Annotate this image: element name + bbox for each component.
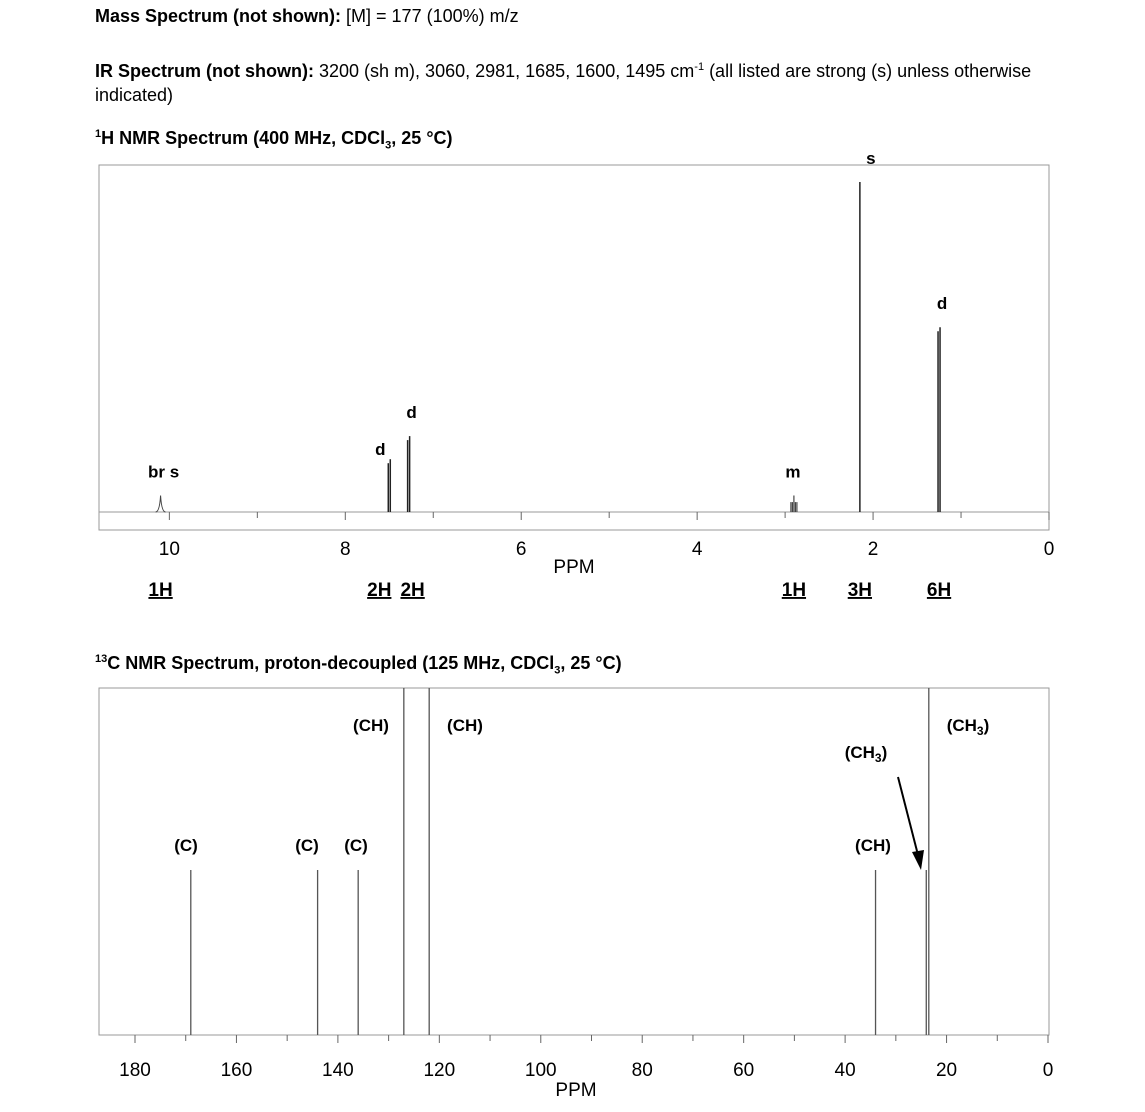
c-label-ch1: (CH) <box>353 716 389 735</box>
c-nmr-title-text: C NMR Spectrum, proton-decoupled (125 MHz, CDCl <box>107 653 555 673</box>
mass-spectrum-value: [M] = 177 (100%) m/z <box>346 6 519 26</box>
c-tick-label: 60 <box>733 1060 755 1081</box>
h-integration-label: 2H <box>367 580 392 601</box>
h-tick-label: 8 <box>340 539 351 560</box>
ir-spectrum-label: IR Spectrum (not shown): <box>95 61 314 81</box>
ch3-arrow <box>898 777 924 870</box>
c-nmr-title <box>95 653 622 677</box>
c-label-ch3b: $(CH_3)$ <box>946 716 990 738</box>
c-tick-label: 120 <box>423 1060 456 1081</box>
h-multiplicity-label: m <box>785 462 801 482</box>
h-peak <box>938 327 940 512</box>
c-tick-label: 0 <box>1042 1060 1054 1081</box>
h-multiplicity-label: d <box>936 294 948 314</box>
ir-spectrum-note: (all listed are strong (s) unless otherwise <box>704 61 1032 81</box>
c-nmr-title-sup: 13 <box>95 653 108 665</box>
ir-superscript: -1 <box>694 61 705 73</box>
c-nmr-chart <box>0 680 1145 1110</box>
c-tick-label: 80 <box>631 1060 653 1081</box>
h-integration-label: 2H <box>400 580 425 601</box>
h-integration-label: 1H <box>781 580 807 601</box>
h-tick-label: 4 <box>691 539 703 560</box>
c-nmr-title-end: , 25 °C) <box>560 653 622 673</box>
mass-spectrum-line <box>95 6 519 27</box>
h-integration-label: 3H <box>847 580 873 601</box>
h-tick-label: 2 <box>867 539 879 560</box>
c-label-c2: (C) <box>295 836 319 855</box>
h-peak <box>156 496 166 513</box>
c-tick-label: 20 <box>935 1060 958 1081</box>
ir-spectrum-value: 3200 (sh m), 3060, 2981, 1685, 1600, 1495 cm <box>319 61 695 81</box>
h-nmr-xlabel: PPM <box>553 557 595 578</box>
c-tick-label: 100 <box>524 1060 557 1081</box>
h-tick-label: 0 <box>1043 539 1055 560</box>
c-label-ch3a: $(CH_3)$ <box>844 743 888 765</box>
h-integration-label: 1H <box>148 580 173 601</box>
c-tick-label: 40 <box>834 1060 856 1081</box>
h-multiplicity-label: d <box>375 440 386 460</box>
c-nmr-xlabel: PPM <box>555 1080 597 1101</box>
h-nmr-chart <box>0 149 1145 620</box>
c-tick-label: 160 <box>220 1060 253 1081</box>
c-nmr-frame <box>99 688 1049 1035</box>
c-label-c3: (C) <box>344 836 368 855</box>
c-tick-label: 140 <box>322 1060 354 1081</box>
h-peak <box>388 459 390 512</box>
c-label-ch3: (CH) <box>855 836 891 855</box>
c-tick-label: 180 <box>119 1060 151 1081</box>
h-multiplicity-label: br s <box>147 462 180 482</box>
h-nmr-frame <box>99 165 1049 530</box>
c-nmr-title-sub: 3 <box>554 664 561 677</box>
mass-spectrum-label: Mass Spectrum (not shown): <box>95 6 342 26</box>
h-integration-label: 6H <box>926 580 952 601</box>
h-nmr-title-text: H NMR Spectrum (400 MHz, CDCl <box>101 128 386 148</box>
h-peak <box>791 496 797 513</box>
ir-spectrum-line <box>95 55 1055 107</box>
ir-spectrum-note-end: indicated) <box>95 85 174 105</box>
c-label-c1: (C) <box>174 836 198 855</box>
h-multiplicity-label: s <box>866 149 876 168</box>
h-multiplicity-label: d <box>406 403 417 423</box>
c-label-ch2: (CH) <box>447 716 483 735</box>
h-tick-label: 6 <box>515 539 527 560</box>
h-nmr-title-sup: 1 <box>95 128 102 140</box>
h-peak <box>408 436 410 512</box>
h-nmr-title <box>95 128 453 152</box>
h-nmr-title-sub: 3 <box>385 139 392 152</box>
h-nmr-title-end: , 25 °C) <box>391 128 453 148</box>
h-tick-label: 10 <box>158 539 180 560</box>
